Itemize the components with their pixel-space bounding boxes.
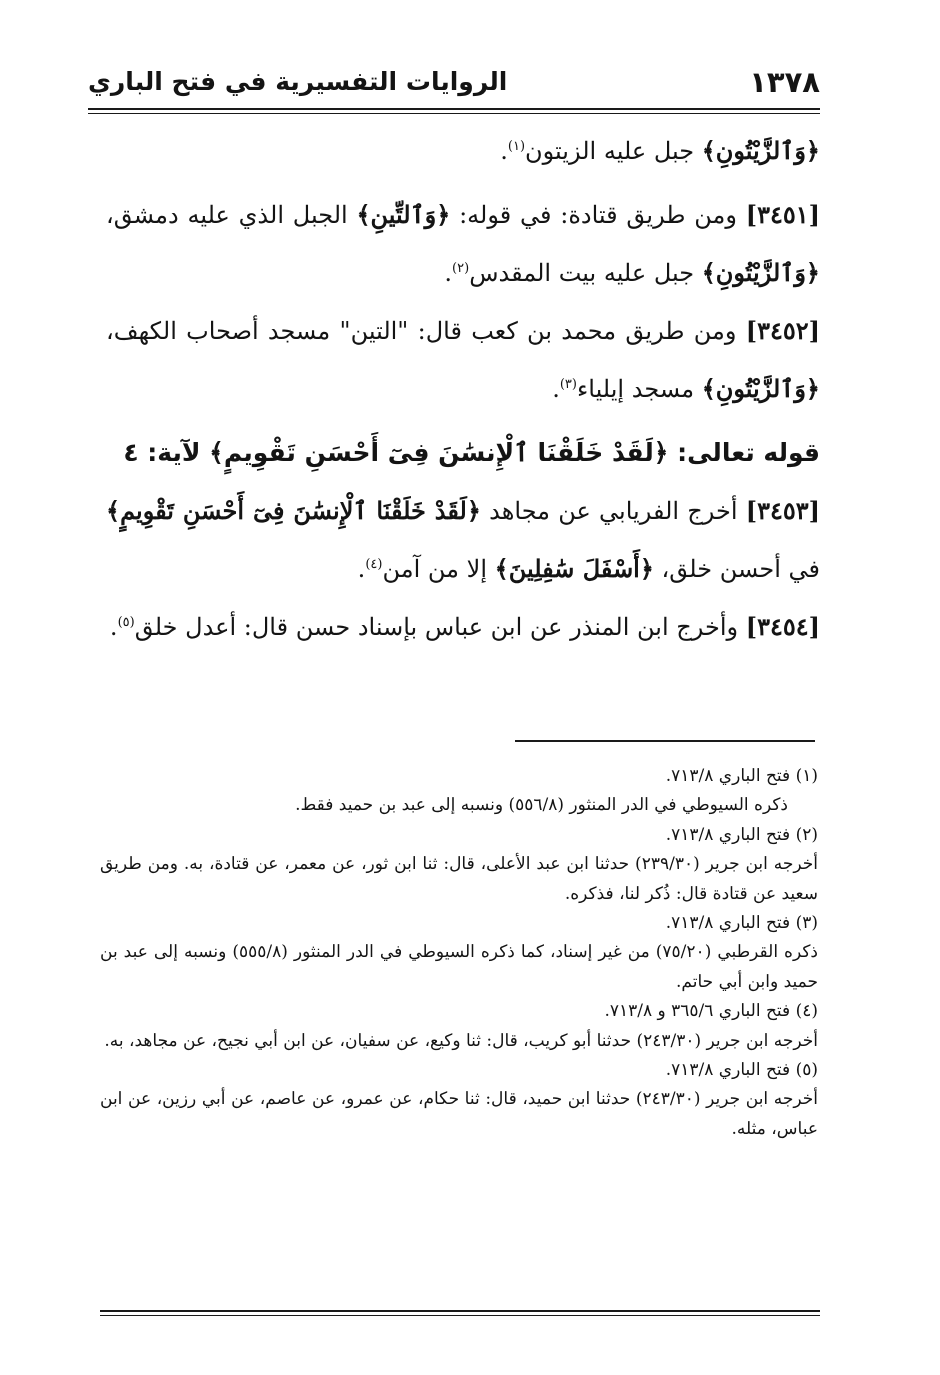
paragraph-3454 bbox=[106, 598, 820, 656]
paragraph-end: . bbox=[109, 613, 118, 641]
bottom-rule bbox=[100, 1310, 820, 1312]
paragraph-end: . bbox=[357, 555, 366, 583]
paragraph-text: في أحسن خلق، bbox=[653, 555, 820, 583]
paragraph-text: إلا من آمن bbox=[382, 555, 495, 583]
quran-quote: ﴿وَٱلزَّيْتُونِ﴾ bbox=[701, 258, 820, 287]
quran-quote: ﴿وَٱلزَّيْتُونِ﴾ bbox=[701, 374, 820, 403]
narration-number: [٣٤٥٢] bbox=[745, 316, 820, 345]
header-rule-thin bbox=[88, 113, 820, 114]
narration-number: [٣٤٥٣] bbox=[745, 496, 820, 525]
bottom-rule-thin bbox=[100, 1315, 820, 1316]
paragraph-3453 bbox=[106, 482, 820, 598]
quran-quote: ﴿وَٱلتِّينِ﴾ bbox=[356, 200, 451, 229]
paragraph-1 bbox=[106, 122, 820, 180]
paragraph-end: . bbox=[500, 137, 508, 165]
footnote-marker: (٤) bbox=[365, 557, 383, 572]
paragraph-3452 bbox=[106, 302, 820, 418]
quran-quote: ﴿لَقَدْ خَلَقْنَا ٱلْإِنسَٰنَ فِىٓ أَحْسَنِ تَقْوِيمٍ﴾ bbox=[209, 438, 669, 467]
narration-number: [٣٤٥١] bbox=[745, 200, 821, 229]
heading-suffix: لآية: ٤ bbox=[123, 438, 210, 467]
page-number: ١٣٧٨ bbox=[749, 65, 820, 99]
paragraph-text: جبل عليه الزيتون bbox=[525, 137, 702, 165]
paragraph-3451 bbox=[106, 186, 820, 302]
footnote-marker: (٥) bbox=[117, 615, 135, 630]
footnote-2-source: (٢) فتح الباري ٧١٣/٨. bbox=[665, 824, 818, 845]
footnote-3-text: ذكره القرطبي (٧٥/٢٠) من غير إسناد، كما ذكره السيوطي في الدر المنثور (٥٥٥/٨) ونسبه إلى عبد بن حميد وابن أبي حاتم. bbox=[100, 942, 818, 992]
footnote-1-source: (١) فتح الباري ٧١٣/٨. bbox=[665, 766, 818, 786]
paragraph-end: . bbox=[444, 259, 453, 287]
page-header bbox=[88, 62, 820, 102]
paragraph-text: ومن طريق قتادة: في قوله: bbox=[450, 201, 746, 229]
footnote-marker: (٢) bbox=[452, 261, 470, 276]
paragraph-text: جبل عليه بيت المقدس bbox=[469, 259, 702, 287]
quran-quote: ﴿لَقَدْ خَلَقْنَا ٱلْإِنسَٰنَ فِىٓ أَحْسَنِ تَقْوِيمٍ﴾ bbox=[106, 496, 481, 525]
header-rule bbox=[88, 108, 820, 110]
quran-quote: ﴿أَسْفَلَ سَٰفِلِينَ﴾ bbox=[494, 554, 654, 583]
paragraph-end: . bbox=[552, 375, 560, 403]
footnote-4-text: أخرجه ابن جرير (٢٤٣/٣٠) حدثنا أبو كريب، قال: ثنا وكيع، عن سفيان، عن ابن أبي نجيح، عن مجاهد، به. bbox=[104, 1030, 818, 1051]
footnote-marker: (٣) bbox=[559, 377, 577, 392]
paragraph-text: وأخرج ابن المنذر عن ابن عباس بإسناد حسن قال: أعدل خلق bbox=[134, 613, 746, 641]
footnote-1-text: ذكره السيوطي في الدر المنثور (٥٥٦/٨) ونسبه إلى عبد بن حميد فقط. bbox=[295, 795, 788, 816]
paragraph-text: ومن طريق محمد بن كعب قال: "التين" مسجد أصحاب الكهف، bbox=[106, 317, 746, 345]
footnote-5-source: (٥) فتح الباري ٧١٣/٨. bbox=[665, 1060, 818, 1081]
quran-quote: ﴿وَٱلزَّيْتُونِ﴾ bbox=[701, 136, 820, 165]
footnotes bbox=[100, 762, 818, 1144]
paragraph-text: أخرج الفريابي عن مجاهد bbox=[480, 497, 746, 525]
section-heading bbox=[106, 424, 820, 482]
paragraph-text: مسجد إيلياء bbox=[576, 375, 702, 403]
footnote-marker: (١) bbox=[507, 139, 526, 154]
footnote-2-text: أخرجه ابن جرير (٢٣٩/٣٠) حدثنا ابن عبد الأعلى، قال: ثنا ابن ثور، عن معمر، عن قتادة، به. ومن طريق سعيد عن قتادة قال: ذُكر لنا، فذكره. bbox=[100, 854, 819, 904]
heading-prefix: قوله تعالى: bbox=[668, 438, 820, 467]
footnote-4-source: (٤) فتح الباري ٣٦٥/٦ و ٧١٣/٨. bbox=[604, 1001, 818, 1022]
footnote-5-text: أخرجه ابن جرير (٢٤٣/٣٠) حدثنا ابن حميد، قال: ثنا حكام، عن عمرو، عن عاصم، عن أبي رزين، عن ابن عباس، مثله. bbox=[100, 1089, 818, 1139]
paragraph-text: الجبل الذي عليه دمشق، bbox=[106, 201, 357, 229]
footnote-3-source: (٣) فتح الباري ٧١٣/٨. bbox=[665, 913, 818, 934]
narration-number: [٣٤٥٤] bbox=[745, 612, 820, 641]
footnote-separator bbox=[515, 740, 815, 742]
running-title: الروايات التفسيرية في فتح الباري bbox=[88, 67, 508, 96]
